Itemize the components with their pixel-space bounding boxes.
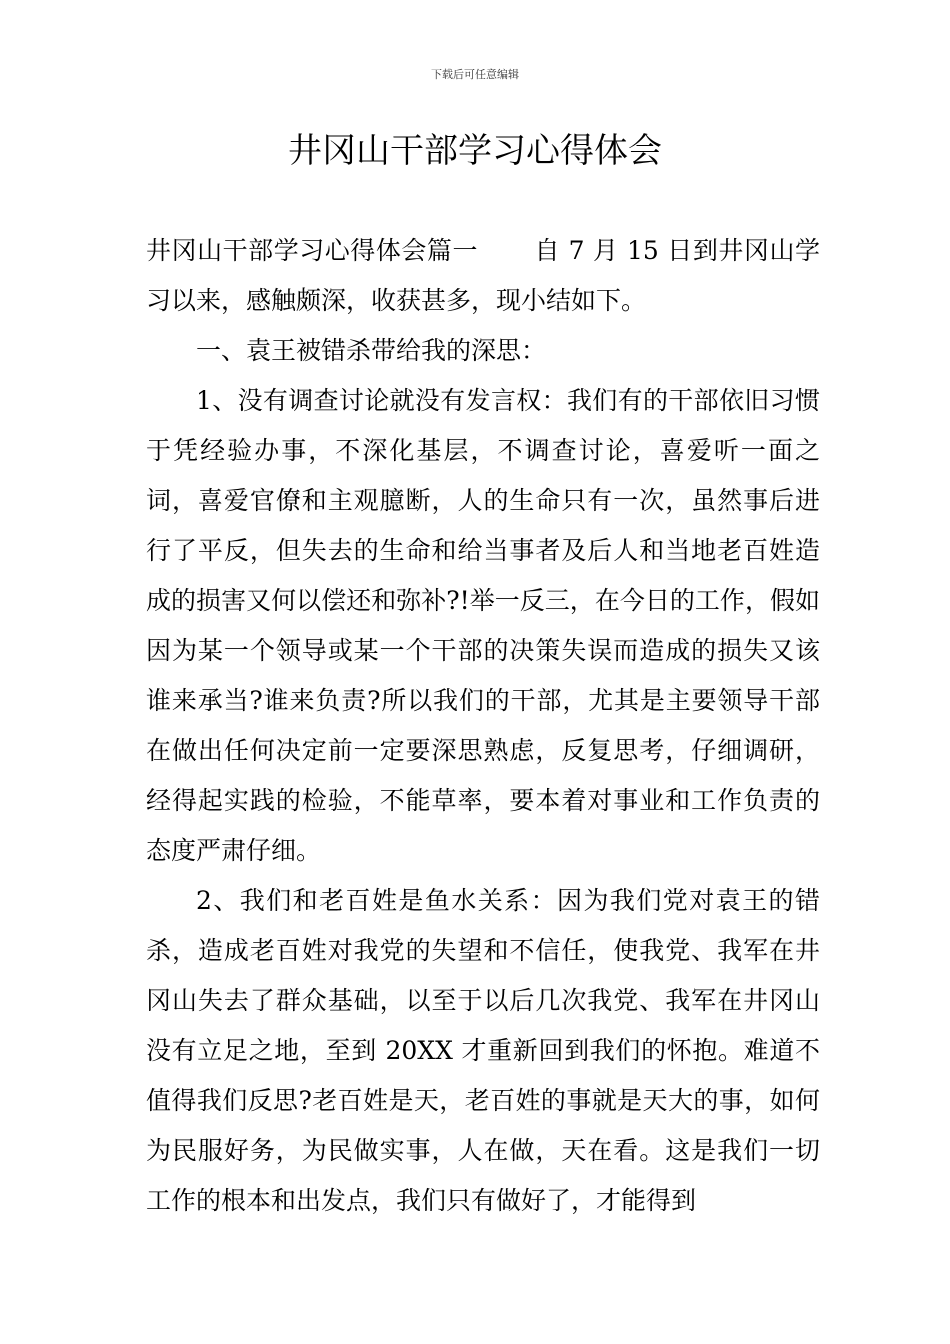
point-2-paragraph: 2、我们和老百姓是鱼水关系：因为我们党对袁王的错杀，造成老百姓对我党的失望和不信任，使我党、我军在井冈山失去了群众基础，以至于以后几次我党、我军在井冈山没有立足之地，至到 20XX 才重新回到我们的怀抱。难道不值得我们反思?老百姓是天，老百姓的事就是天大的事，如何为民服好务，为民做实事，人在做，天在看。这是我们一切工作的根本和出发点，我们只有做好了，才能得到 — [146, 886, 820, 1215]
intro-text: 自 7 月 15 日到井冈山学习以来，感触颇深，收获甚多，现小结如下。 — [146, 236, 820, 315]
section-1-heading: 一、袁王被错杀带给我的深思： — [196, 336, 547, 365]
document-body — [146, 226, 820, 1226]
intro-paragraph — [146, 226, 820, 326]
point-1-paragraph: 1、没有调查讨论就没有发言权：我们有的干部依旧习惯于凭经验办事，不深化基层，不调查讨论，喜爱听一面之词，喜爱官僚和主观臆断，人的生命只有一次，虽然事后进行了平反，但失去的生命和给当事者及后人和当地老百姓造成的损害又何以偿还和弥补?!举一反三，在今日的工作，假如因为某一个领导或某一个干部的决策失误而造成的损失又该谁来承当?谁来负责?所以我们的干部，尤其是主要领导干部在做出任何决定前一定要深思熟虑，反复思考，仔细调研，经得起实践的检验，不能草率，要本着对事业和工作负责的态度严肃仔细。 — [146, 386, 820, 865]
document-title: 井冈山干部学习心得体会 — [288, 131, 662, 171]
intro-label: 井冈山干部学习心得体会篇一 — [146, 236, 479, 265]
header-note: 下载后可任意编辑 — [431, 68, 519, 81]
